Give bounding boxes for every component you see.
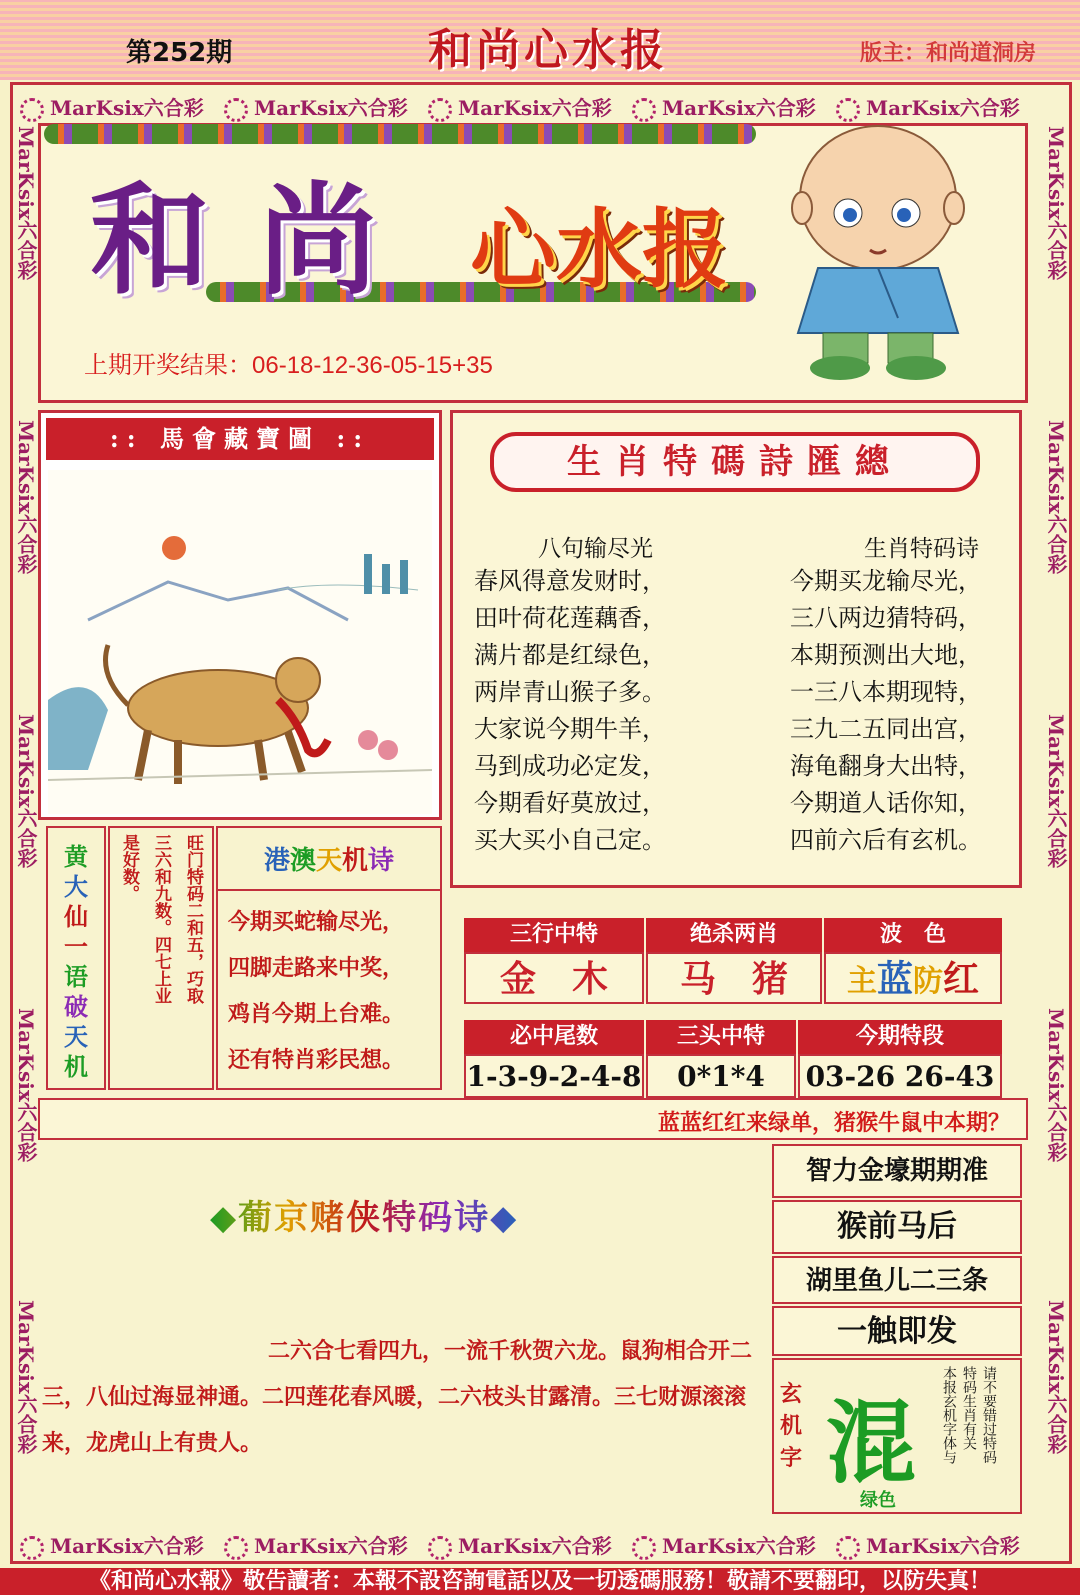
flower-icon [428,1536,452,1560]
watermark-top-5: MarKsix六合彩 [836,92,1020,122]
huang-char: 语 [64,962,88,991]
flower-icon [632,98,656,122]
watermark-left-1: MarKsix六合彩 [14,126,38,280]
watermark-bottom-2: MarKsix六合彩 [224,1530,408,1560]
aomen-poem-line: 二六合七看四九，一流千秋贺六龙。鼠狗相合开二 [268,1338,753,1364]
poem-line: 买大买小自己定。 [474,826,666,854]
bose-main-label: 主 [846,964,877,999]
poem-line: 本期预测出大地， [790,641,982,669]
watermark-left-4: MarKsix六合彩 [14,1008,38,1162]
xuanji-notes [940,1366,998,1464]
poem-right-column [790,530,1020,859]
watermark-right-5: MarKsix六合彩 [1044,1300,1068,1454]
grid-val-bose [824,952,1002,1004]
gangao-line: 四脚走路来中奖， [228,955,405,981]
aomen-poem-text [42,1328,770,1466]
hint-box-1: 智力金壕期期准 [772,1144,1022,1198]
grid-head-weishu: 必中尾数 [464,1020,644,1054]
huang-char: 天 [64,1022,88,1051]
zodiac-poem-heading: 生肖特碼詩匯總 [490,432,980,492]
flower-icon [632,1536,656,1560]
flower-icon [836,1536,860,1560]
grid-head-bose: 波 色 [824,918,1002,952]
color-hint-strip [38,1098,1028,1140]
hint-box-3: 湖里鱼儿二三条 [772,1256,1022,1304]
grid-head-santou: 三头中特 [646,1020,796,1054]
gangao-line: 还有特肖彩民想。 [228,1047,405,1073]
huang-char: 一 [64,932,88,961]
flower-icon [224,1536,248,1560]
poem-line: 四前六后有玄机。 [790,826,982,854]
poem-left-column [474,530,714,859]
watermark-bottom-5: MarKsix六合彩 [836,1530,1020,1560]
hint-box-2: 猴前马后 [772,1200,1022,1254]
xuanji-color: 绿色 [860,1490,896,1511]
huang-daxian-panel [46,826,106,1090]
watermark-bottom-3: MarKsix六合彩 [428,1530,612,1560]
huang-char: 破 [64,992,88,1021]
editor-credit: 版主：和尚道洞房 [860,41,1037,66]
hero-title-main: 和尚 [90,170,426,311]
flower-icon [224,98,248,122]
poem-line: 大家说今期牛羊， [474,715,666,743]
watermark-top-2: MarKsix六合彩 [224,92,408,122]
poem-line: 两岸青山猴子多。 [474,678,666,706]
gangao-line: 今期买蛇输尽光， [228,909,405,935]
poem-line: 田叶荷花莲藕香， [474,604,666,632]
grid-head-jueshao: 绝杀两肖 [646,918,822,952]
bose-main: 蓝 [876,958,913,1000]
gangao-heading: 港澳天机诗 [263,846,395,876]
poem-line: 马到成功必定发， [474,752,666,780]
bose-guard-label: 防 [913,964,943,999]
poem-line: 一三八本期现特， [790,678,982,706]
aomen-poem-title: ◆葡京赌侠特码诗◆ [210,1190,518,1239]
poem-right-title: 生肖特码诗 [864,536,979,562]
poem-line: 今期买龙输尽光， [790,567,982,595]
poem-line: 三九二五同出宫， [790,715,982,743]
aomen-poem-line: 三，八仙过海显神通。二四莲花春风暖，二六枝头甘露清。三七财源滚滚 [42,1384,747,1410]
poem-line: 海龟翻身大出特， [790,752,982,780]
treasure-map-heading: :: 馬會藏寶圖 :: [46,418,434,460]
huang-char: 黄 [64,842,88,871]
aomen-poem-line: 来，龙虎山上有贵人。 [42,1430,263,1456]
flower-icon [20,1536,44,1560]
huang-char: 仙 [64,902,88,931]
lottery-hint-panel [108,826,214,1090]
watermark-bottom-1: MarKsix六合彩 [20,1530,204,1560]
grid-head-teduan: 今期特段 [798,1020,1002,1054]
watermark-left-5: MarKsix六合彩 [14,1300,38,1454]
hero-title-sub: 心水报 [470,199,728,300]
xuanji-note: 特码生肖有关 [961,1366,977,1450]
poem-line: 今期道人话你知， [790,789,982,817]
gangao-poem-panel [216,826,442,1090]
watermark-right-2: MarKsix六合彩 [1044,420,1068,574]
monk-mascot-image [778,118,978,383]
watermark-bottom-4: MarKsix六合彩 [632,1530,816,1560]
lottery-hint-col1: 旺门特码二和五，巧取 [183,834,203,1004]
huang-char: 大 [64,872,88,901]
poem-line: 三八两边猜特码， [790,604,982,632]
watermark-top-4: MarKsix六合彩 [632,92,816,122]
watermark-right-1: MarKsix六合彩 [1044,126,1068,280]
tiger-illustration [48,470,432,814]
flower-icon [428,98,452,122]
watermark-right-4: MarKsix六合彩 [1044,1008,1068,1162]
grid-head-sanxing: 三行中特 [464,918,644,952]
grid-val-teduan: 03-26 26-43 [798,1054,1002,1098]
xuanji-char: 混 [826,1390,916,1496]
poem-line: 今期看好莫放过， [474,789,666,817]
xuanji-note: 本报玄机字体与 [941,1366,957,1464]
huang-char: 机 [64,1052,88,1081]
grid-val-santou: 0*1*4 [646,1054,796,1098]
poem-line: 春风得意发财时， [474,567,666,595]
poem-left-title: 八句输尽光 [538,536,653,562]
flower-icon [20,98,44,122]
last-draw-result [84,345,493,380]
watermark-top-3: MarKsix六合彩 [428,92,612,122]
watermark-right-3: MarKsix六合彩 [1044,714,1068,868]
grid-val-weishu: 1-3-9-2-4-8 [464,1054,644,1098]
footer-notice: 《和尚心水報》敬告讀者：本報不設咨詢電話以及一切透碼服務！敬請不要翻印，以防失真！ [0,1568,1080,1595]
issue-number: 第252期 [126,38,233,68]
gangao-line: 鸡肖今期上台难。 [228,1001,405,1027]
watermark-left-3: MarKsix六合彩 [14,714,38,868]
bose-guard: 红 [943,958,980,1000]
lottery-hint-col3: 是好数。 [119,834,139,902]
vine-decoration-top [44,124,756,144]
poem-line: 满片都是红绿色， [474,641,666,669]
grid-val-jueshao: 马 猪 [646,952,822,1004]
lottery-hint-col2: 三六和九数。四七上业 [151,834,171,1004]
result-label: 上期开奖结果： [84,352,252,379]
hint-box-4: 一触即发 [772,1306,1022,1356]
masthead-title: 和尚心水报 [428,25,668,76]
result-value: 06-18-12-36-05-15+35 [252,352,493,379]
xuanji-note: 请不要错过特码 [981,1366,997,1464]
color-hint-text: 蓝蓝红红来绿单，猪猴牛鼠中本期？ [657,1110,1010,1136]
xuanji-label: 玄机字 [779,1381,802,1471]
watermark-left-2: MarKsix六合彩 [14,420,38,574]
watermark-top-1: MarKsix六合彩 [20,92,204,122]
grid-val-sanxing: 金 木 [464,952,644,1004]
